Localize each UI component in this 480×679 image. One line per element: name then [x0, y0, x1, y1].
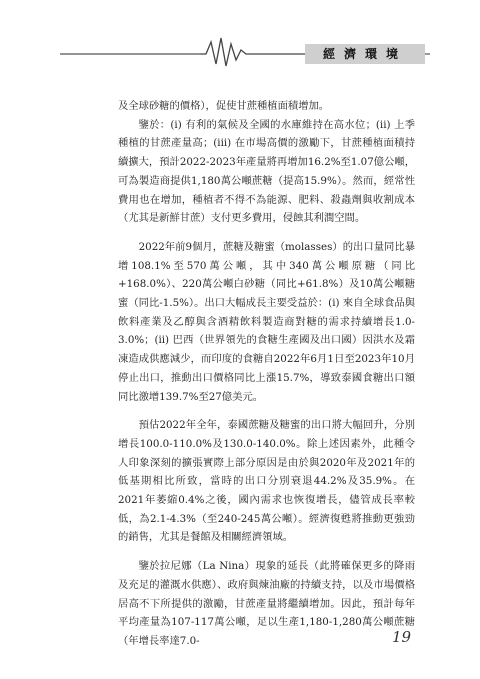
page-number: 19 — [392, 628, 412, 646]
article-body — [118, 97, 415, 651]
paragraph: 及全球砂糖的價格），促使甘蔗種植面積增加。 — [118, 100, 330, 112]
paragraph: 2022年前9個月，蔗糖及糖蜜（molasses）的出口量同比暴增108.1%至570萬公噸，其中340萬公噸原糖（同比+168.0%）、220萬公噸白砂糖（同比+61.8%）及10萬公噸糖蜜（同比-1.5%）。出口大幅成長主要受益於：(i) 來自全球食品與飲料產業及乙醇與含酒精飲料製造商對糖的需求持續增長1.0-3.0%；(ii) 巴西（世界領先的食糖生產國及出口國）因洪水及霜凍造成供應減少，而印度的食糖自2022年6月1日至2023年10月停止出口，推動出口價格同比上漲15.7%，導致泰國食糖出口額同比激增139.7%至27億美元。 — [118, 240, 415, 403]
paragraph: 預估2022年全年，泰國蔗糖及糖蜜的出口將大幅回升，分別增長100.0-110.0%及130.0-140.0%。除上述因素外，此種令人印象深刻的擴張實際上部分原因是由於與2020年及2021年的低基期相比所致，當時的出口分別衰退44.2%及35.9%。在2021年萎縮0.4%之後，國內需求也恢復增長，儘管成長率較低，為2.1-4.3%（至240-245萬公噸）。經濟復甦將推動更強勁的銷售，尤其是餐館及相關經濟領域。 — [118, 419, 415, 544]
page-header — [0, 0, 480, 70]
section-title: 經濟環境 — [305, 44, 425, 64]
paragraph: 鑒於拉尼娜（La Nina）現象的延長（此將確保更多的降雨及充足的灌溉水供應）、政府與煉油廠的持續支持，以及市場價格居高不下所提供的激勵，甘蔗產量將繼續增加。因此，預計每年平均產量為107-117萬公噸，足以生產1,180-1,280萬公噸蔗糖（年增長率達7.0- — [118, 560, 415, 647]
paragraph: 鑒於：(i) 有利的氣候及全國的水庫維持在高水位；(ii) 上季種植的甘蔗產量高；(iii) 在市場高價的激勵下，甘蔗種植面積持續擴大，預計2022-2023年產量將再增加16.2%至1.07億公噸，可為製造商提供1,180萬公噸蔗糖（提高15.9%）。然而，經常性費用也在增加，種植者不得不為能源、肥料、殺蟲劑與收割成本（尤其是新鮮甘蔗）支付更多費用，侵蝕其利潤空間。 — [118, 118, 415, 225]
